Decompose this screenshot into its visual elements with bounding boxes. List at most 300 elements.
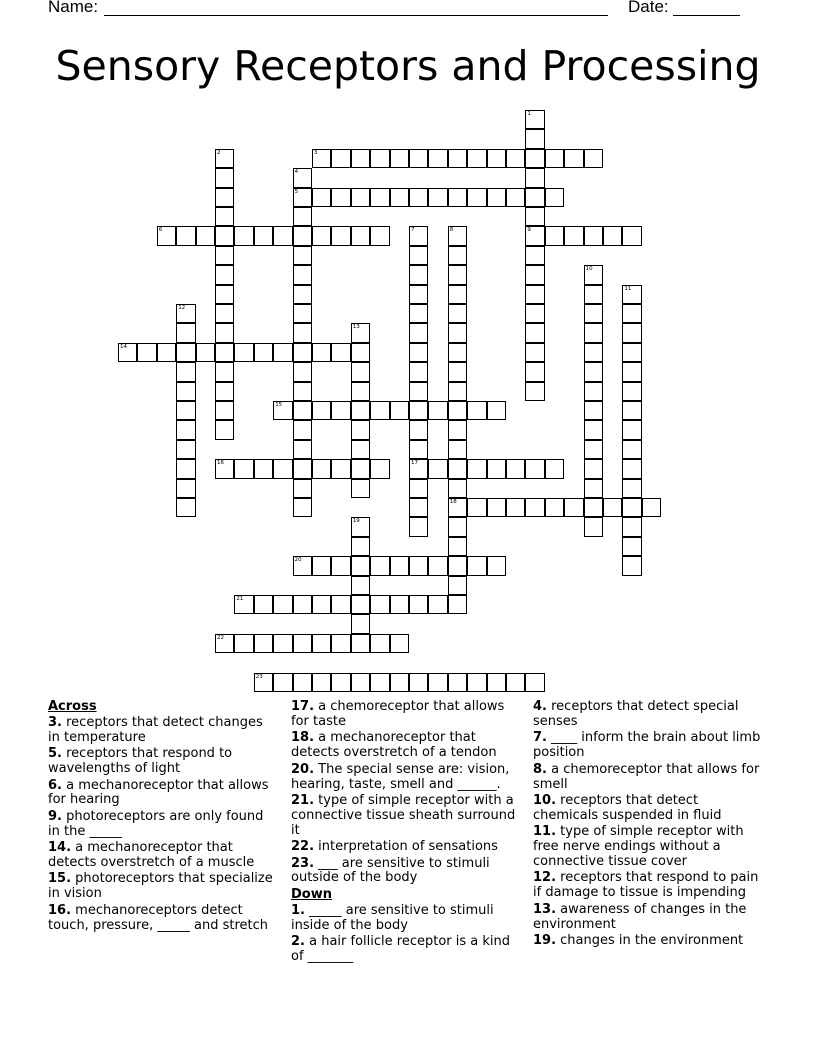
crossword-cell[interactable] xyxy=(622,420,641,439)
crossword-cell[interactable] xyxy=(370,595,389,614)
crossword-cell[interactable] xyxy=(448,226,467,245)
clue xyxy=(48,716,278,746)
crossword-cell[interactable] xyxy=(351,149,370,168)
crossword-cell[interactable] xyxy=(293,285,312,304)
crossword-cell[interactable] xyxy=(448,362,467,381)
crossword-cell[interactable] xyxy=(506,673,525,692)
crossword-cell[interactable] xyxy=(331,556,350,575)
crossword-cell[interactable] xyxy=(467,498,486,517)
crossword-cell[interactable] xyxy=(312,634,331,653)
crossword-cell[interactable] xyxy=(409,246,428,265)
crossword-cell[interactable] xyxy=(584,362,603,381)
crossword-cell[interactable] xyxy=(273,595,292,614)
crossword-cell[interactable] xyxy=(331,149,350,168)
crossword-cell[interactable] xyxy=(234,343,253,362)
crossword-cell[interactable] xyxy=(331,595,350,614)
crossword-cell[interactable] xyxy=(293,304,312,323)
crossword-cell[interactable] xyxy=(409,265,428,284)
crossword-cell[interactable] xyxy=(448,343,467,362)
crossword-cell[interactable] xyxy=(390,188,409,207)
crossword-cell[interactable] xyxy=(448,188,467,207)
crossword-cell[interactable] xyxy=(293,265,312,284)
crossword-cell[interactable] xyxy=(409,595,428,614)
crossword-cell[interactable] xyxy=(293,401,312,420)
crossword-cell[interactable] xyxy=(622,556,641,575)
crossword-cell[interactable] xyxy=(525,304,544,323)
clue-text: receptors that detect changes in temperature xyxy=(48,714,263,745)
crossword-cell[interactable] xyxy=(622,498,641,517)
crossword-cell[interactable] xyxy=(293,323,312,342)
crossword-cell[interactable] xyxy=(176,479,195,498)
crossword-cell[interactable] xyxy=(390,634,409,653)
crossword-cell[interactable] xyxy=(428,673,447,692)
crossword-cell[interactable] xyxy=(448,517,467,536)
crossword-cell[interactable] xyxy=(293,595,312,614)
clue-label-number: 12. xyxy=(533,870,557,886)
crossword-cell[interactable] xyxy=(584,459,603,478)
crossword-cell[interactable] xyxy=(370,226,389,245)
crossword-cell[interactable] xyxy=(273,401,292,420)
crossword-cell[interactable] xyxy=(409,479,428,498)
crossword-cell[interactable] xyxy=(234,226,253,245)
crossword-cell[interactable] xyxy=(351,226,370,245)
crossword-cell[interactable] xyxy=(234,459,253,478)
crossword-cell[interactable] xyxy=(176,226,195,245)
clue-number: 14 xyxy=(120,343,127,350)
crossword-cell[interactable] xyxy=(331,634,350,653)
crossword-cell[interactable] xyxy=(215,246,234,265)
crossword-cell[interactable] xyxy=(506,188,525,207)
crossword-cell[interactable] xyxy=(428,188,447,207)
crossword-cell[interactable] xyxy=(293,556,312,575)
crossword-cell[interactable] xyxy=(293,498,312,517)
clue-label-number: 15. xyxy=(48,871,72,887)
clue-number: 21 xyxy=(236,596,244,602)
crossword-cell[interactable] xyxy=(312,188,331,207)
crossword-cell[interactable] xyxy=(622,285,641,304)
crossword-cell[interactable] xyxy=(351,401,370,420)
crossword-cell[interactable] xyxy=(622,537,641,556)
crossword-cell[interactable] xyxy=(409,673,428,692)
crossword-cell[interactable] xyxy=(584,343,603,362)
crossword-cell[interactable] xyxy=(525,285,544,304)
crossword-cell[interactable] xyxy=(215,401,234,420)
crossword-cell[interactable] xyxy=(409,362,428,381)
crossword-cell[interactable] xyxy=(196,343,215,362)
crossword-cell[interactable] xyxy=(254,343,273,362)
crossword-cell[interactable] xyxy=(448,556,467,575)
crossword-cell[interactable] xyxy=(215,343,234,362)
crossword-cell[interactable] xyxy=(312,226,331,245)
crossword-cell[interactable] xyxy=(584,479,603,498)
crossword-cell[interactable] xyxy=(370,556,389,575)
crossword-cell[interactable] xyxy=(254,673,273,692)
crossword-cell[interactable] xyxy=(176,440,195,459)
crossword-cell[interactable] xyxy=(467,673,486,692)
crossword-cell[interactable] xyxy=(390,595,409,614)
crossword-cell[interactable] xyxy=(370,188,389,207)
crossword-cell[interactable] xyxy=(390,673,409,692)
crossword-cell[interactable] xyxy=(196,226,215,245)
crossword-cell[interactable] xyxy=(215,149,234,168)
crossword-cell[interactable] xyxy=(622,440,641,459)
clue-text: The special sense are: vision, hearing, taste, smell and ______. xyxy=(291,761,510,792)
crossword-cell[interactable] xyxy=(525,207,544,226)
crossword-cell[interactable] xyxy=(487,188,506,207)
crossword-cell[interactable] xyxy=(351,556,370,575)
crossword-cell[interactable] xyxy=(448,304,467,323)
crossword-cell[interactable] xyxy=(293,382,312,401)
clue-number: 5 xyxy=(294,188,299,195)
crossword-cell[interactable] xyxy=(584,149,603,168)
clue xyxy=(48,841,278,871)
crossword-cell[interactable] xyxy=(584,517,603,536)
crossword-cell[interactable] xyxy=(331,459,350,478)
crossword-cell[interactable] xyxy=(215,188,234,207)
crossword-cell[interactable] xyxy=(254,634,273,653)
crossword-cell[interactable] xyxy=(409,188,428,207)
crossword-cell[interactable] xyxy=(254,226,273,245)
crossword-cell[interactable] xyxy=(293,634,312,653)
crossword-cell[interactable] xyxy=(525,382,544,401)
crossword-cell[interactable] xyxy=(409,517,428,536)
crossword-cell[interactable] xyxy=(525,149,544,168)
crossword-cell[interactable] xyxy=(370,673,389,692)
crossword-cell[interactable] xyxy=(506,498,525,517)
crossword-cell[interactable] xyxy=(312,149,331,168)
clue-number: 15 xyxy=(275,402,283,408)
crossword-cell[interactable] xyxy=(351,517,370,536)
crossword-cell[interactable] xyxy=(525,226,544,245)
crossword-cell[interactable] xyxy=(351,362,370,381)
clue-text: a mechanoreceptor that detects overstretch of a tendon xyxy=(291,730,497,761)
across-clue-list-a xyxy=(48,716,278,934)
crossword-cell[interactable] xyxy=(312,556,331,575)
crossword-cell[interactable] xyxy=(409,304,428,323)
clue-label-number: 5. xyxy=(48,746,62,762)
across-heading: Across xyxy=(48,699,97,714)
crossword-cell[interactable] xyxy=(506,149,525,168)
crossword-cell[interactable] xyxy=(448,459,467,478)
crossword-cell[interactable] xyxy=(448,420,467,439)
crossword-cell[interactable] xyxy=(525,246,544,265)
crossword-cell[interactable] xyxy=(312,673,331,692)
crossword-cell[interactable] xyxy=(331,401,350,420)
crossword-cell[interactable] xyxy=(448,382,467,401)
crossword-cell[interactable] xyxy=(351,188,370,207)
crossword-cell[interactable] xyxy=(351,576,370,595)
clue-label-number: 7. xyxy=(533,730,547,746)
crossword-cell[interactable] xyxy=(215,382,234,401)
crossword-cell[interactable] xyxy=(487,673,506,692)
clue xyxy=(533,934,763,949)
crossword-cell[interactable] xyxy=(545,226,564,245)
crossword-cell[interactable] xyxy=(525,498,544,517)
crossword-cell[interactable] xyxy=(293,440,312,459)
clue-label-number: 21. xyxy=(291,792,315,808)
crossword-cell[interactable] xyxy=(409,285,428,304)
crossword-cell[interactable] xyxy=(215,459,234,478)
crossword-cell[interactable] xyxy=(467,401,486,420)
crossword-cell[interactable] xyxy=(370,459,389,478)
crossword-cell[interactable] xyxy=(448,149,467,168)
crossword-cell[interactable] xyxy=(215,168,234,187)
crossword-cell[interactable] xyxy=(215,207,234,226)
crossword-cell[interactable] xyxy=(409,556,428,575)
crossword-cell[interactable] xyxy=(293,673,312,692)
crossword-cell[interactable] xyxy=(525,343,544,362)
crossword-cell[interactable] xyxy=(176,459,195,478)
crossword-cell[interactable] xyxy=(506,459,525,478)
crossword-cell[interactable] xyxy=(409,382,428,401)
crossword-cell[interactable] xyxy=(351,673,370,692)
crossword-cell[interactable] xyxy=(487,556,506,575)
crossword-cell[interactable] xyxy=(351,479,370,498)
crossword-cell[interactable] xyxy=(273,634,292,653)
crossword-cell[interactable] xyxy=(176,382,195,401)
crossword-cell[interactable] xyxy=(525,459,544,478)
down-heading: Down xyxy=(291,886,332,902)
crossword-cell[interactable] xyxy=(448,479,467,498)
crossword-cell[interactable] xyxy=(215,362,234,381)
crossword-cell[interactable] xyxy=(622,343,641,362)
crossword-cell[interactable] xyxy=(487,459,506,478)
crossword-cell[interactable] xyxy=(525,323,544,342)
crossword-cell[interactable] xyxy=(622,401,641,420)
crossword-cell[interactable] xyxy=(428,149,447,168)
crossword-cell[interactable] xyxy=(351,323,370,342)
clue xyxy=(48,810,278,840)
clue-text: changes in the environment xyxy=(556,933,744,949)
crossword-cell[interactable] xyxy=(545,188,564,207)
crossword-cell[interactable] xyxy=(525,129,544,148)
crossword-cell[interactable] xyxy=(584,304,603,323)
crossword-cell[interactable] xyxy=(525,265,544,284)
crossword-cell[interactable] xyxy=(448,440,467,459)
clue xyxy=(533,700,763,730)
crossword-cell[interactable] xyxy=(545,149,564,168)
crossword-cell[interactable] xyxy=(370,634,389,653)
crossword-cell[interactable] xyxy=(351,595,370,614)
crossword-cell[interactable] xyxy=(118,343,137,362)
crossword-cell[interactable] xyxy=(545,459,564,478)
crossword-cell[interactable] xyxy=(584,323,603,342)
crossword-cell[interactable] xyxy=(525,673,544,692)
crossword-cell[interactable] xyxy=(428,459,447,478)
crossword-cell[interactable] xyxy=(564,226,583,245)
crossword-cell[interactable] xyxy=(215,634,234,653)
crossword-cell[interactable] xyxy=(622,323,641,342)
crossword-cell[interactable] xyxy=(390,401,409,420)
crossword-cell[interactable] xyxy=(351,634,370,653)
crossword-cell[interactable] xyxy=(467,149,486,168)
crossword-cell[interactable] xyxy=(409,226,428,245)
crossword-cell[interactable] xyxy=(331,343,350,362)
crossword-cell[interactable] xyxy=(390,149,409,168)
crossword-cell[interactable] xyxy=(409,459,428,478)
clues-column-3 xyxy=(533,700,763,951)
crossword-cell[interactable] xyxy=(273,226,292,245)
crossword-cell[interactable] xyxy=(176,498,195,517)
crossword-cell[interactable] xyxy=(234,595,253,614)
crossword-cell[interactable] xyxy=(622,517,641,536)
clue xyxy=(291,763,526,793)
crossword-cell[interactable] xyxy=(448,537,467,556)
crossword-cell[interactable] xyxy=(176,362,195,381)
crossword-cell[interactable] xyxy=(448,323,467,342)
crossword-cell[interactable] xyxy=(622,304,641,323)
crossword-cell[interactable] xyxy=(525,110,544,129)
clue-text: type of simple receptor with a connective tissue sheath surround it xyxy=(291,792,516,838)
crossword-cell[interactable] xyxy=(603,226,622,245)
crossword-cell[interactable] xyxy=(467,188,486,207)
clue-label-number: 9. xyxy=(48,808,62,824)
crossword-cell[interactable] xyxy=(603,498,622,517)
crossword-cell[interactable] xyxy=(215,304,234,323)
clue-text: mechanoreceptors detect touch, pressure, _____ and stretch xyxy=(48,902,268,933)
crossword-cell[interactable] xyxy=(448,673,467,692)
crossword-cell[interactable] xyxy=(448,498,467,517)
crossword-cell[interactable] xyxy=(467,556,486,575)
crossword-cell[interactable] xyxy=(351,440,370,459)
crossword-cell[interactable] xyxy=(351,420,370,439)
crossword-cell[interactable] xyxy=(525,362,544,381)
crossword-cell[interactable] xyxy=(370,401,389,420)
crossword-cell[interactable] xyxy=(312,343,331,362)
clue-number: 11 xyxy=(624,285,632,292)
crossword-cell[interactable] xyxy=(293,362,312,381)
crossword-cell[interactable] xyxy=(584,498,603,517)
crossword-cell[interactable] xyxy=(351,459,370,478)
crossword-cell[interactable] xyxy=(215,226,234,245)
crossword-cell[interactable] xyxy=(642,498,661,517)
crossword-cell[interactable] xyxy=(215,265,234,284)
crossword-cell[interactable] xyxy=(622,226,641,245)
crossword-cell[interactable] xyxy=(545,498,564,517)
crossword-cell[interactable] xyxy=(293,226,312,245)
crossword-cell[interactable] xyxy=(176,323,195,342)
crossword-cell[interactable] xyxy=(409,323,428,342)
crossword-cell[interactable] xyxy=(176,304,195,323)
crossword-cell[interactable] xyxy=(525,168,544,187)
crossword-cell[interactable] xyxy=(312,459,331,478)
crossword-cell[interactable] xyxy=(215,323,234,342)
crossword-cell[interactable] xyxy=(448,285,467,304)
crossword-cell[interactable] xyxy=(254,595,273,614)
crossword-cell[interactable] xyxy=(157,226,176,245)
crossword-cell[interactable] xyxy=(234,634,253,653)
crossword-cell[interactable] xyxy=(622,459,641,478)
clue xyxy=(48,747,278,777)
crossword-cell[interactable] xyxy=(157,343,176,362)
crossword-cell[interactable] xyxy=(584,440,603,459)
clue-number: 17 xyxy=(411,460,418,467)
crossword-cell[interactable] xyxy=(622,382,641,401)
crossword-cell[interactable] xyxy=(428,556,447,575)
crossword-cell[interactable] xyxy=(622,479,641,498)
crossword-cell[interactable] xyxy=(331,226,350,245)
clue-text: receptors that respond to pain if damage to tissue is impending xyxy=(533,870,759,901)
crossword-cell[interactable] xyxy=(448,265,467,284)
crossword-cell[interactable] xyxy=(584,265,603,284)
crossword-cell[interactable] xyxy=(584,382,603,401)
crossword-cell[interactable] xyxy=(331,188,350,207)
crossword-cell[interactable] xyxy=(215,420,234,439)
crossword-cell[interactable] xyxy=(351,537,370,556)
crossword-cell[interactable] xyxy=(331,673,350,692)
crossword-cell[interactable] xyxy=(584,401,603,420)
crossword-cell[interactable] xyxy=(273,343,292,362)
crossword-cell[interactable] xyxy=(564,149,583,168)
crossword-cell[interactable] xyxy=(448,595,467,614)
crossword-cell[interactable] xyxy=(312,401,331,420)
crossword-cell[interactable] xyxy=(390,556,409,575)
crossword-cell[interactable] xyxy=(351,382,370,401)
crossword-cell[interactable] xyxy=(293,246,312,265)
crossword-cell[interactable] xyxy=(293,207,312,226)
crossword-cell[interactable] xyxy=(525,188,544,207)
crossword-cell[interactable] xyxy=(176,420,195,439)
crossword-cell[interactable] xyxy=(370,149,389,168)
clue-number: 13 xyxy=(352,324,360,331)
crossword-cell[interactable] xyxy=(487,498,506,517)
crossword-cell[interactable] xyxy=(176,343,195,362)
clue xyxy=(533,903,763,933)
crossword-cell[interactable] xyxy=(409,440,428,459)
crossword-cell[interactable] xyxy=(273,459,292,478)
crossword-cell[interactable] xyxy=(254,459,273,478)
crossword-cell[interactable] xyxy=(293,188,312,207)
crossword-cell[interactable] xyxy=(293,479,312,498)
crossword-cell[interactable] xyxy=(293,459,312,478)
clue-label-number: 4. xyxy=(533,699,547,714)
crossword-cell[interactable] xyxy=(409,149,428,168)
crossword-cell[interactable] xyxy=(487,401,506,420)
crossword-cell[interactable] xyxy=(448,246,467,265)
crossword-cell[interactable] xyxy=(428,595,447,614)
clue-label-number: 2. xyxy=(291,934,305,950)
crossword-cell[interactable] xyxy=(351,343,370,362)
crossword-cell[interactable] xyxy=(351,614,370,633)
crossword-cell[interactable] xyxy=(448,576,467,595)
crossword-cell[interactable] xyxy=(467,459,486,478)
crossword-cell[interactable] xyxy=(273,673,292,692)
crossword-cell[interactable] xyxy=(622,362,641,381)
crossword-cell[interactable] xyxy=(487,149,506,168)
crossword-cell[interactable] xyxy=(137,343,156,362)
crossword-cell[interactable] xyxy=(215,285,234,304)
clue-number: 9 xyxy=(527,227,531,234)
crossword-cell[interactable] xyxy=(584,285,603,304)
clue-text: type of simple receptor with free nerve endings without a connective tissue cover xyxy=(533,824,744,870)
crossword-cell[interactable] xyxy=(176,401,195,420)
crossword-cell[interactable] xyxy=(409,343,428,362)
crossword-cell[interactable] xyxy=(564,498,583,517)
crossword-cell[interactable] xyxy=(293,343,312,362)
clues-column-1 xyxy=(48,700,278,935)
crossword-cell[interactable] xyxy=(448,401,467,420)
crossword-cell[interactable] xyxy=(293,420,312,439)
crossword-cell[interactable] xyxy=(312,595,331,614)
crossword-cell[interactable] xyxy=(409,420,428,439)
crossword-cell[interactable] xyxy=(409,401,428,420)
crossword-cell[interactable] xyxy=(293,168,312,187)
clue-number: 23 xyxy=(255,673,263,680)
crossword-cell[interactable] xyxy=(409,498,428,517)
crossword-cell[interactable] xyxy=(584,420,603,439)
crossword-cell[interactable] xyxy=(584,226,603,245)
crossword-cell[interactable] xyxy=(428,401,447,420)
